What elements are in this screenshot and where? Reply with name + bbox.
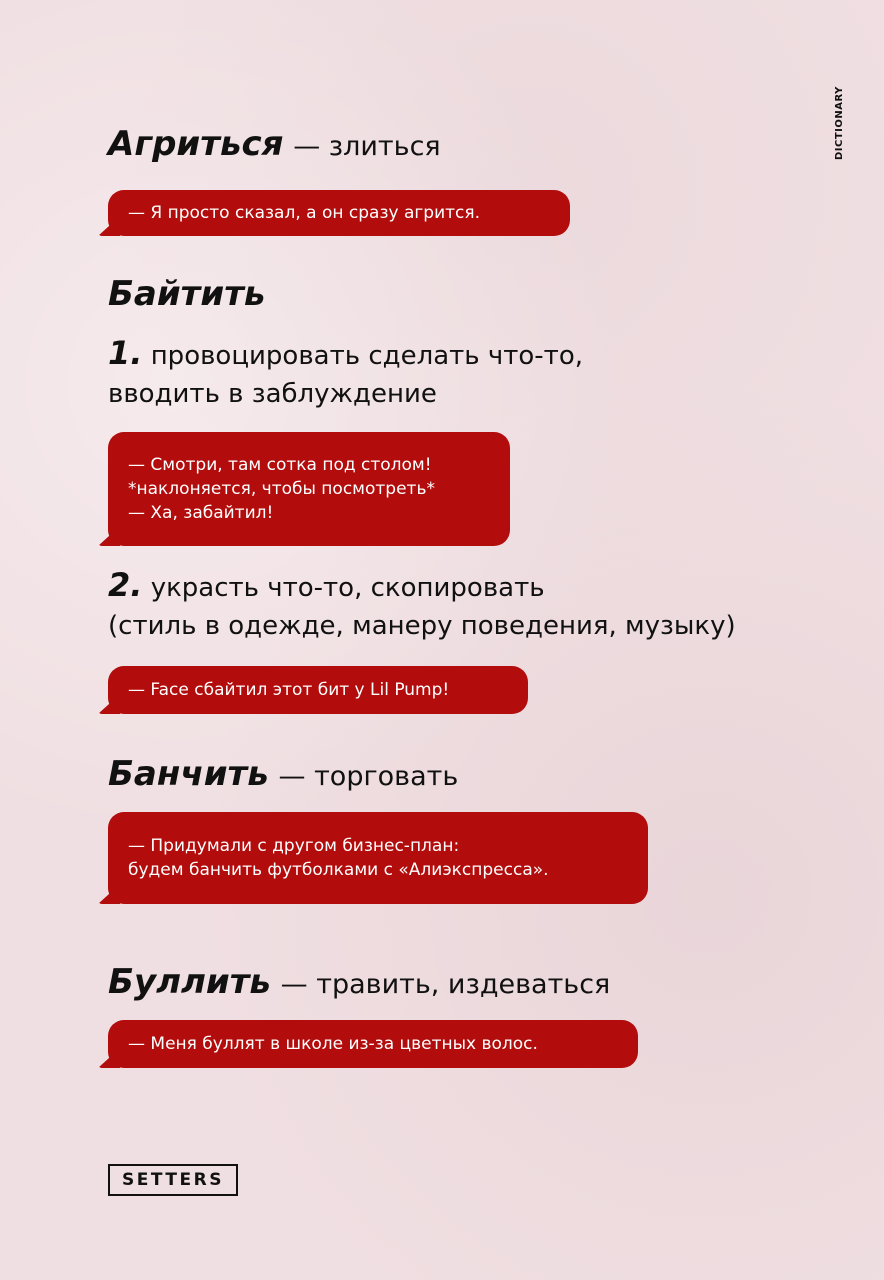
term: Байтить (108, 274, 266, 314)
definition: — травить, издеваться (280, 969, 611, 1000)
definition: — злиться (293, 131, 441, 162)
entry-bullit-heading (108, 962, 610, 1003)
example-bubble (108, 666, 528, 714)
sense-2 (108, 566, 736, 645)
example-line: будем банчить футболками с «Алиэкспресса». (128, 860, 549, 880)
entry-agritsya-heading (108, 124, 441, 165)
sense-text: вводить в заблуждение (108, 379, 437, 409)
sense-text: украсть что-то, скопировать (150, 573, 545, 603)
example-line: *наклоняется, чтобы посмотреть* (128, 479, 435, 499)
example-line: — Придумали с другом бизнес-план: (128, 836, 460, 856)
example-bubble (108, 432, 510, 546)
definition: — торговать (278, 761, 459, 792)
sense-1 (108, 334, 583, 413)
example-line: — Ха, забайтил! (128, 503, 274, 523)
term: Банчить (108, 754, 269, 794)
entry-baitit-heading (108, 274, 265, 315)
entry-banchit-heading (108, 754, 458, 795)
example-line: — Face сбайтил этот бит у Lil Pump! (128, 680, 450, 700)
term: Агриться (108, 124, 284, 164)
sense-text: провоцировать сделать что-то, (150, 341, 583, 371)
sense-number: 1. (108, 334, 143, 372)
example-bubble (108, 1020, 638, 1068)
example-line: — Смотри, там сотка под столом! (128, 455, 432, 475)
setters-logo: SETTERS (108, 1164, 238, 1196)
example-bubble (108, 190, 570, 236)
term: Буллить (108, 962, 271, 1002)
sense-number: 2. (108, 566, 143, 604)
example-bubble (108, 812, 648, 904)
example-line: — Я просто сказал, а он сразу агрится. (128, 203, 481, 223)
dictionary-label: DICTIONARY (834, 86, 845, 160)
example-line: — Меня буллят в школе из-за цветных волос. (128, 1034, 538, 1054)
sense-text: (стиль в одежде, манеру поведения, музыку) (108, 611, 736, 641)
